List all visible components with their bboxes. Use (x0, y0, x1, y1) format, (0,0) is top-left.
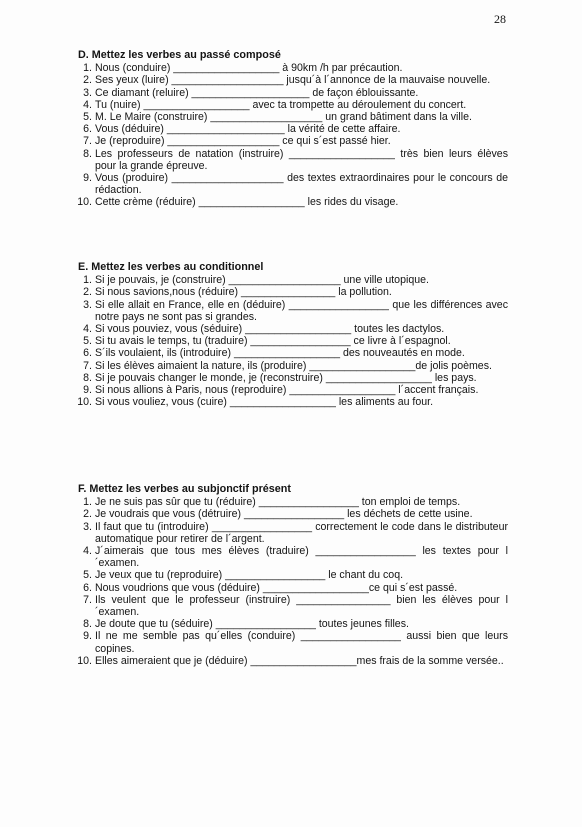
item-text: Vous (déduire) ____________________ la vérité de cette affaire. (95, 123, 401, 136)
section-title: F. Mettez les verbes au subjonctif présent (78, 483, 291, 495)
item-number: 1. (83, 274, 92, 287)
item-text: Si elle allait en France, elle en (déduire) _________________ que les différences avec notre pays ne sont pas si grandes. (95, 298, 508, 323)
item-text: J´aimerais que tous mes élèves (traduire) _________________ les textes pour l´examen. (95, 545, 508, 570)
item-number: 4. (83, 323, 92, 336)
list-item (78, 521, 508, 545)
item-text: S´ils voulaient, ils (introduire) __________________ des nouveautés en mode. (95, 347, 465, 360)
item-text: M. Le Maire (construire) ___________________ un grand bâtiment dans la ville. (95, 111, 472, 124)
item-number: 3. (83, 520, 92, 533)
list-item (78, 496, 508, 508)
item-number: 2. (83, 508, 92, 521)
item-number: 2. (83, 74, 92, 87)
item-text: Si je pouvais, je (construire) ___________________ une ville utopique. (95, 274, 429, 287)
item-text: Vous (produire) ___________________ des textes extraordinaires pour le concours de rédaction. (95, 172, 508, 197)
item-number: 3. (83, 86, 92, 99)
item-number: 1. (83, 496, 92, 509)
item-text: Si les élèves aimaient la nature, ils (produire) __________________de jolis poèmes. (95, 359, 492, 372)
section-title: D. Mettez les verbes au passé composé (78, 49, 281, 61)
item-text: Si vous pouviez, vous (séduire) __________________ toutes les dactylos. (95, 323, 445, 336)
list-item (78, 87, 508, 99)
list-item (78, 630, 508, 654)
item-text: Il ne me semble pas qu´elles (conduire) _________________ aussi bien que leurs copines. (95, 630, 508, 655)
exercise-list (78, 274, 508, 408)
list-item (78, 172, 508, 196)
item-text: Il faut que tu (introduire) _________________ correctement le code dans le distributeur automatique pour retirer de l´argent. (95, 520, 508, 545)
list-item (78, 148, 508, 172)
item-number: 8. (83, 618, 92, 631)
list-item (78, 123, 508, 135)
item-text: Je (reproduire) ___________________ ce qui s´est passé hier. (95, 135, 391, 148)
item-number: 7. (83, 135, 92, 148)
list-item (78, 594, 508, 618)
item-text: Nous voudrions que vous (déduire) __________________ce qui s´est passé. (95, 581, 458, 594)
item-number: 1. (83, 62, 92, 75)
item-number: 8. (83, 147, 92, 160)
item-number: 6. (83, 581, 92, 594)
list-item (78, 569, 508, 581)
item-number: 2. (83, 286, 92, 299)
item-text: Ils veulent que le professeur (instruire) ________________ bien les élèves pour l´examen. (95, 593, 508, 619)
item-number: 7. (83, 593, 92, 606)
list-item (78, 396, 508, 408)
item-text: Je veux que tu (reproduire) _________________ le chant du coq. (95, 569, 404, 582)
item-text: Cette crème (réduire) __________________ les rides du visage. (95, 196, 399, 209)
list-item (78, 545, 508, 569)
list-item (78, 286, 508, 298)
item-number: 5. (83, 335, 92, 348)
item-number: 4. (83, 545, 92, 558)
item-number: 5. (83, 569, 92, 582)
item-number: 9. (83, 384, 92, 397)
list-item (78, 582, 508, 594)
list-item (78, 347, 508, 359)
item-number: 8. (83, 371, 92, 384)
section-f (78, 483, 508, 667)
item-text: Elles aimeraient que je (déduire) __________________mes frais de la somme versée.. (95, 654, 504, 667)
exercise-list (78, 62, 508, 208)
list-item (78, 335, 508, 347)
item-text: Si tu avais le temps, tu (traduire) _________________ ce livre à l´espagnol. (95, 335, 451, 348)
item-text: Les professeurs de natation (instruire) __________________ très bien leurs élèves pour la grande épreuve. (95, 147, 508, 172)
list-item (78, 323, 508, 335)
section-e (78, 261, 508, 408)
list-item (78, 111, 508, 123)
list-item (78, 508, 508, 520)
list-item (78, 372, 508, 384)
item-number: 9. (83, 630, 92, 643)
item-number: 4. (83, 98, 92, 111)
list-item (78, 274, 508, 286)
list-item (78, 135, 508, 147)
exercise-list (78, 496, 508, 667)
item-number: 10. (77, 654, 92, 667)
item-text: Tu (nuire) __________________ avec ta trompette au déroulement du concert. (95, 98, 467, 111)
list-item (78, 62, 508, 74)
item-text: Si nous allions à Paris, nous (reproduire) __________________ l´accent français. (95, 384, 479, 397)
section-d (78, 49, 508, 209)
list-item (78, 196, 508, 208)
item-text: Je voudrais que vous (détruire) _________________ les déchets de cette usine. (95, 508, 473, 521)
list-item (78, 299, 508, 323)
page-number: 28 (494, 12, 506, 26)
item-text: Si je pouvais changer le monde, je (reconstruire) __________________ les pays. (95, 371, 477, 384)
item-number: 9. (83, 172, 92, 185)
item-text: Ses yeux (luire) ___________________ jusqu´à l´annonce de la mauvaise nouvelle. (95, 74, 491, 87)
item-text: Ce diamant (reluire) ____________________ de façon éblouissante. (95, 86, 419, 99)
item-text: Je ne suis pas sûr que tu (réduire) _________________ ton emploi de temps. (95, 496, 461, 509)
list-item (78, 99, 508, 111)
item-number: 10. (77, 196, 92, 209)
item-text: Si vous vouliez, vous (cuire) __________________ les aliments au four. (95, 396, 434, 409)
item-text: Si nous savions,nous (réduire) ________________ la pollution. (95, 286, 392, 299)
item-number: 5. (83, 111, 92, 124)
item-number: 6. (83, 347, 92, 360)
item-number: 3. (83, 298, 92, 311)
list-item (78, 74, 508, 86)
list-item (78, 384, 508, 396)
section-title: E. Mettez les verbes au conditionnel (78, 261, 264, 273)
item-number: 10. (77, 396, 92, 409)
item-text: Nous (conduire) __________________ à 90km /h par précaution. (95, 62, 403, 75)
item-text: Je doute que tu (séduire) _________________ toutes jeunes filles. (95, 618, 409, 631)
item-number: 6. (83, 123, 92, 136)
list-item (78, 618, 508, 630)
item-number: 7. (83, 359, 92, 372)
list-item (78, 655, 508, 667)
list-item (78, 360, 508, 372)
